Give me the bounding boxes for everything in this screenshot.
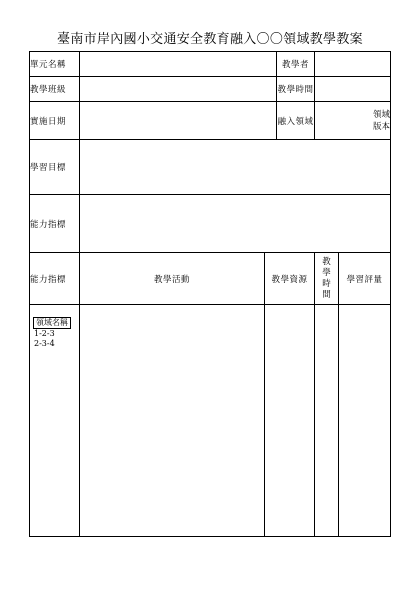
body-assessment-cell[interactable]	[339, 305, 391, 537]
teacher-label: 教學者	[277, 52, 315, 77]
header-time-char: 教	[322, 256, 331, 267]
header-time-char: 時	[322, 278, 331, 289]
row-unit-teacher	[30, 52, 391, 77]
ability-indicator-label: 能力指標	[30, 195, 80, 253]
lesson-plan-table	[29, 51, 391, 537]
date-label: 實施日期	[30, 102, 80, 140]
activity-body-row	[30, 305, 391, 537]
ability-indicator-value[interactable]	[80, 195, 391, 253]
row-class-time	[30, 77, 391, 102]
body-ability-cell[interactable]	[30, 305, 80, 537]
header-ability: 能力指標	[30, 253, 80, 305]
learning-goal-label: 學習目標	[30, 140, 80, 195]
unit-name-value[interactable]	[80, 52, 277, 77]
unit-name-label: 單元名稱	[30, 52, 80, 77]
header-activity: 教學活動	[80, 253, 265, 305]
header-time-char: 學	[322, 267, 331, 278]
class-label: 教學班級	[30, 77, 80, 102]
learning-goal-value[interactable]	[80, 140, 391, 195]
teacher-value[interactable]	[315, 52, 391, 77]
body-activity-cell[interactable]	[80, 305, 265, 537]
header-time-char: 間	[322, 289, 331, 300]
date-value[interactable]	[80, 102, 277, 140]
version-line: 版本	[373, 121, 391, 132]
activity-header-row	[30, 253, 391, 305]
ability-code: 1-2-3	[34, 329, 55, 338]
body-time-cell[interactable]	[315, 305, 339, 537]
integrated-domain-label: 融入領域	[277, 102, 315, 140]
header-resource: 教學資源	[265, 253, 315, 305]
header-time	[315, 253, 339, 305]
class-value[interactable]	[80, 77, 277, 102]
teaching-time-value[interactable]	[315, 77, 391, 102]
body-resource-cell[interactable]	[265, 305, 315, 537]
header-assessment: 學習評量	[339, 253, 391, 305]
teaching-time-label: 教學時間	[277, 77, 315, 102]
integrated-domain-value[interactable]	[315, 102, 391, 140]
page-title: 臺南市岸內國小交通安全教育融入〇〇領域教學教案	[57, 32, 363, 47]
row-date-domain	[30, 102, 391, 140]
domain-line: 領域	[373, 109, 391, 120]
ability-code: 2-3-4	[34, 339, 55, 348]
row-learning-goal	[30, 140, 391, 195]
domain-name-box: 領域名稱	[33, 317, 71, 329]
row-ability-indicator	[30, 195, 391, 253]
